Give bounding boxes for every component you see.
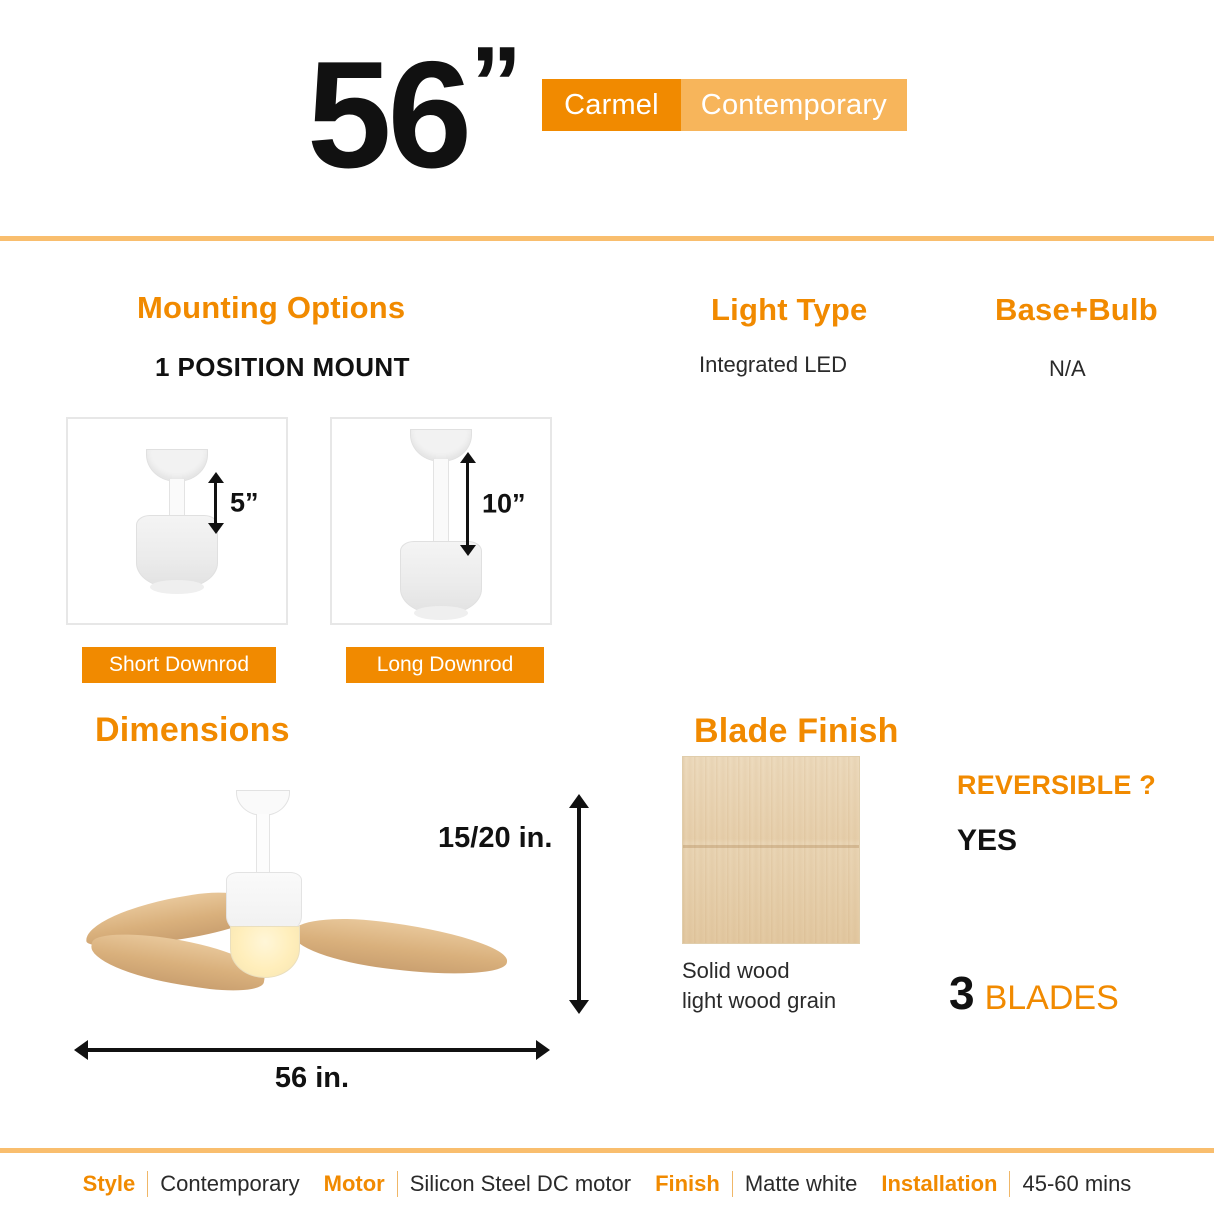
long-downrod-length: 10”: [482, 488, 526, 519]
fan-blade-icon: [290, 911, 510, 983]
footer-key-motor: Motor: [323, 1170, 385, 1196]
footer-item-motor: [312, 1171, 643, 1197]
reversible-value: YES: [957, 824, 1018, 857]
reversible-title: REVERSIBLE ?: [957, 770, 1156, 800]
mount-option-card-long: [330, 417, 552, 625]
footer-value-finish: Matte white: [744, 1170, 858, 1196]
long-downrod-tag: Long Downrod: [346, 647, 544, 683]
model-badge-row: [542, 79, 907, 131]
footer-item-finish: [643, 1171, 869, 1197]
canopy-icon: [146, 449, 208, 482]
footer-value-motor: Silicon Steel DC motor: [409, 1170, 632, 1196]
base-bulb-title: Base+Bulb: [995, 292, 1158, 327]
swatch-seam: [683, 845, 859, 848]
downrod-icon: [256, 814, 270, 876]
fan-width-dimension: [86, 1042, 538, 1058]
fan-height-label: 15/20 in.: [438, 822, 553, 854]
downrod-icon: [169, 479, 185, 517]
model-name-badge: Carmel: [542, 79, 681, 131]
fan-size-number: 56: [307, 29, 469, 200]
mounting-position-label: 1 POSITION MOUNT: [155, 352, 410, 382]
short-downrod-tag: Short Downrod: [82, 647, 276, 683]
blade-finish-swatch: [682, 756, 860, 944]
footer-key-installation: Installation: [881, 1170, 998, 1196]
mounting-options-title: Mounting Options: [137, 290, 406, 325]
footer-item-style: [71, 1171, 312, 1197]
footer-key-finish: Finish: [655, 1170, 720, 1196]
inch-mark: ”: [470, 25, 517, 142]
blade-count: [949, 967, 1119, 1019]
downrod-icon: [433, 459, 449, 543]
footer-item-installation: [869, 1171, 1143, 1197]
header-divider: [0, 236, 1214, 241]
light-type-value: Integrated LED: [699, 352, 847, 377]
blade-finish-line1: Solid wood: [682, 958, 790, 983]
header: [0, 0, 1214, 238]
dimensions-title: Dimensions: [95, 711, 290, 749]
canopy-icon: [236, 790, 290, 816]
blade-count-number: 3: [949, 967, 975, 1019]
motor-housing-icon: [136, 515, 218, 589]
blade-finish-line2: light wood grain: [682, 988, 837, 1013]
footer-key-style: Style: [82, 1170, 136, 1196]
light-type-title: Light Type: [711, 292, 868, 327]
mount-option-card-short: [66, 417, 288, 625]
base-bulb-value: N/A: [1049, 356, 1086, 381]
footer-value-installation: 45-60 mins: [1022, 1170, 1132, 1196]
footer-value-style: Contemporary: [160, 1170, 300, 1196]
fan-illustration: [78, 780, 548, 1030]
fan-width-label: 56 in.: [274, 1062, 350, 1094]
blade-count-label: BLADES: [984, 979, 1119, 1017]
style-badge: Contemporary: [681, 79, 907, 131]
short-downrod-length: 5”: [230, 487, 259, 518]
footer: [0, 1153, 1214, 1214]
fan-size: [307, 25, 517, 200]
blade-finish-title: Blade Finish: [694, 712, 899, 750]
led-light-kit-icon: [230, 926, 300, 978]
